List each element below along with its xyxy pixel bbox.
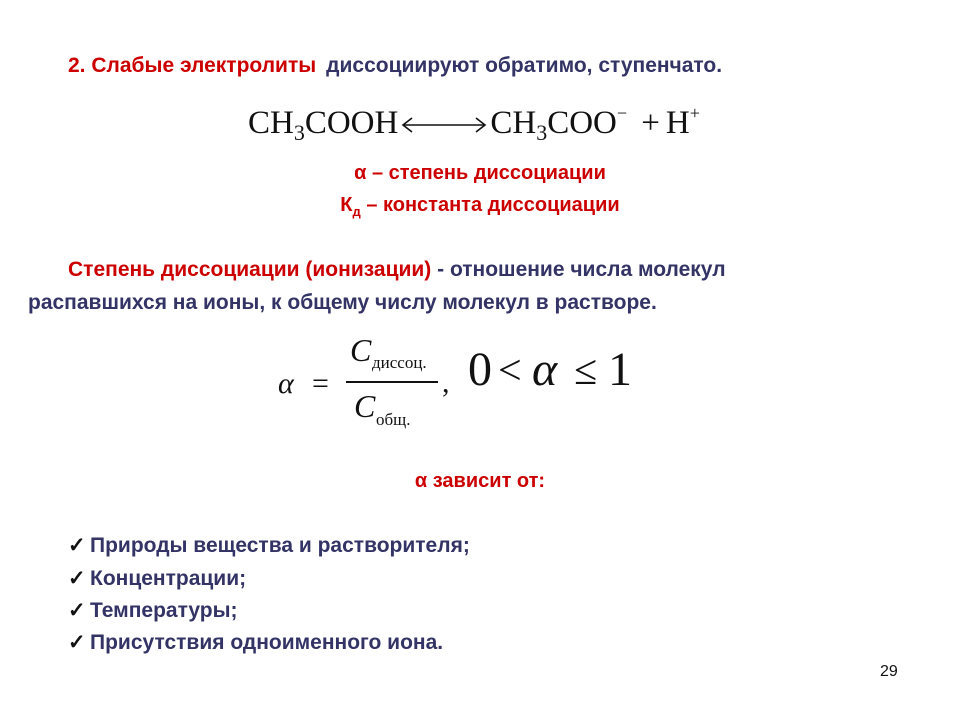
double-arrow-icon [400,115,488,135]
acetic-acid-equation [248,104,700,144]
kd-definition [0,194,960,219]
formula-comma: , [442,366,450,399]
factor-item [68,566,246,591]
eq-left-rest: COOH [304,105,399,141]
slide-title [68,54,722,78]
alpha-definition: α – степень диссоциации [354,162,606,184]
check-icon: ✓ [68,631,86,654]
definition-term: Степень диссоциации (ионизации) [68,258,432,281]
depends-heading: α зависит от: [414,470,546,492]
eq-h: H [665,105,690,141]
check-icon: ✓ [68,599,86,622]
formula-equals: = [312,367,329,400]
factor-label: Концентрации; [90,567,247,590]
factor-label: Природы вещества и растворителя; [90,534,470,557]
alpha-formula [270,332,650,442]
kd-subscript: д [352,204,361,219]
factor-item [68,533,470,558]
formula-alpha-2: α [532,343,558,396]
fraction-bar [346,381,438,383]
kd-text: – константа диссоциации [360,194,620,216]
eq-right-rest: COO [547,105,617,141]
eq-left-sub: 3 [293,120,305,145]
definition-rest-line1: - отношение числа молекул [431,258,726,281]
eq-right-charge: − [616,103,628,123]
check-icon: ✓ [68,534,86,557]
formula-less-than: < [498,348,522,394]
title-part-dissociation: диссоциируют обратимо, ступенчато. [326,54,723,77]
definition-line-2: распавшихся на ионы, к общему числу молекул в растворе. [28,291,657,314]
eq-left-ch: CH [248,105,294,141]
eq-right-sub: 3 [536,120,548,145]
eq-right-ch: CH [490,105,537,141]
formula-numerator-c: C [350,332,372,368]
factor-item [68,598,238,623]
eq-h-charge: + [689,103,700,123]
title-part-weak-electrolytes: 2. Слабые электролиты [68,54,317,77]
formula-numerator-sub: диссоц. [372,353,427,372]
formula-denominator-sub: общ. [376,410,411,429]
eq-plus: + [641,105,660,141]
formula-less-equal: ≤ [574,348,598,394]
factor-item [68,630,443,655]
check-icon: ✓ [68,567,86,590]
kd-symbol: К [340,194,353,216]
factor-label: Температуры; [90,599,238,622]
formula-zero: 0 [468,343,492,396]
factor-label: Присутствия одноименного иона. [90,631,444,654]
formula-alpha: α [278,367,294,400]
formula-one: 1 [608,343,632,396]
page-number: 29 [880,663,898,680]
formula-denominator-c: C [354,388,376,424]
definition-line-1 [68,258,726,282]
